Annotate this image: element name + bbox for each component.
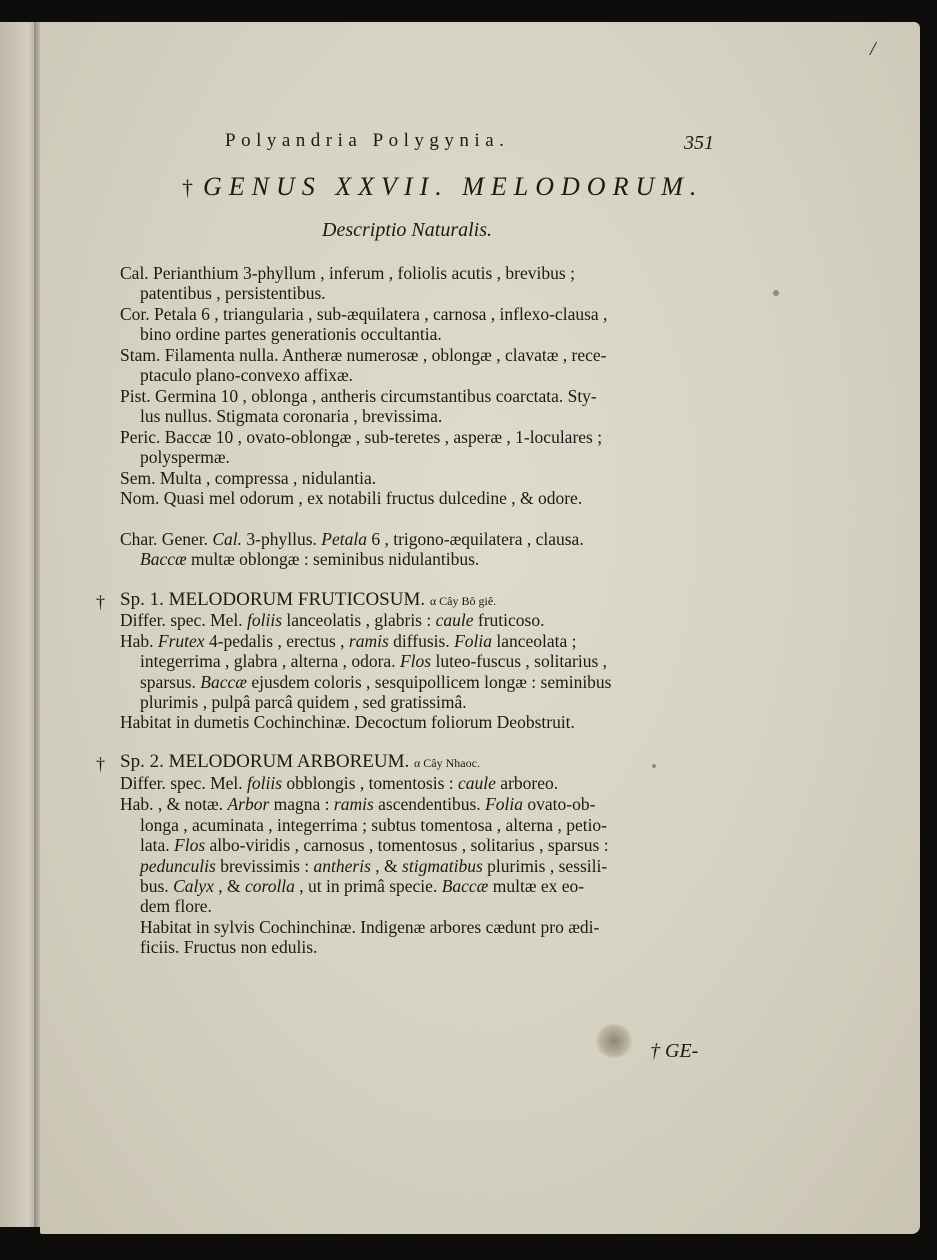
text-span: Cal. — [212, 529, 243, 549]
text-span: Baccæ — [200, 672, 247, 692]
text-span: Folia — [485, 794, 523, 814]
text-line — [120, 631, 577, 651]
text-span: Hab. — [120, 631, 154, 651]
text-span: Folia — [454, 631, 492, 651]
text-span: Differ. spec. Mel. — [120, 773, 243, 793]
text-line: ptaculo plano-convexo affixæ. — [140, 365, 354, 385]
text-span: plurimis , sessili- — [487, 856, 608, 876]
text-span: bus. — [140, 876, 169, 896]
text-span: 6 , trigono-æquilatera , clausa. — [371, 529, 584, 549]
text-span: , ut in primâ specie. — [299, 876, 438, 896]
text-line — [140, 835, 609, 855]
page-number: 351 — [684, 132, 714, 154]
genus-title: GENUS XXVII. MELODORUM. — [203, 172, 704, 201]
text-span: Arbor — [227, 794, 270, 814]
text-span: Differ. spec. Mel. — [120, 610, 243, 630]
text-line: Peric. Baccæ 10 , ovato-oblongæ , sub-teretes , asperæ , 1-loculares ; — [120, 427, 603, 447]
text-span: 3-phyllus. — [246, 529, 317, 549]
text-line — [120, 794, 595, 814]
text-line: Habitat in dumetis Cochinchinæ. Decoctum foliorum Deobstruit. — [120, 712, 575, 732]
text-line — [140, 651, 607, 671]
species-heading — [120, 752, 480, 773]
species-title: Sp. 2. MELODORUM ARBOREUM. — [120, 751, 410, 772]
text-span: lanceolata ; — [496, 631, 577, 651]
text-span: sparsus. — [140, 672, 196, 692]
text-span: lanceolatis , glabris : — [286, 610, 432, 630]
text-span: , & — [375, 856, 398, 876]
text-span: Flos — [174, 835, 206, 855]
text-line: patentibus , persistentibus. — [140, 283, 326, 303]
text-span: Calyx — [173, 876, 214, 896]
text-line: polyspermæ. — [140, 447, 230, 467]
text-span: brevissimis : — [220, 856, 310, 876]
section-subtitle: Descriptio Naturalis. — [322, 219, 493, 241]
corner-mark: / — [870, 38, 876, 60]
text-line: Stam. Filamenta nulla. Antheræ numerosæ , oblongæ , clavatæ , rece- — [120, 345, 607, 365]
character-line — [140, 549, 479, 569]
text-span: pedunculis — [140, 856, 216, 876]
text-span: ovato-ob- — [527, 794, 596, 814]
text-span: multæ ex eo- — [492, 876, 585, 896]
text-span: Char. Gener. — [120, 529, 208, 549]
text-line: Cor. Petala 6 , triangularia , sub-æquilatera , carnosa , inflexo-clausa , — [120, 304, 608, 324]
text-span: albo-viridis , carnosus , tomentosus , solitarius , sparsus : — [209, 835, 609, 855]
character-line — [120, 529, 584, 549]
text-span: Baccæ — [441, 876, 489, 896]
text-span: caule — [435, 610, 474, 630]
text-line: Habitat in sylvis Cochinchinæ. Indigenæ arbores cædunt pro ædi- — [140, 917, 600, 937]
species-title: Sp. 1. MELODORUM FRUTICOSUM. — [120, 589, 426, 610]
text-line — [140, 856, 607, 876]
text-span: arboreo. — [500, 773, 559, 793]
text-line: dem flore. — [140, 896, 212, 916]
text-span: integerrima , glabra , alterna , odora. — [140, 651, 396, 671]
text-span: luteo-fuscus , solitarius , — [435, 651, 608, 671]
text-line: bino ordine partes generationis occultantia. — [140, 324, 442, 344]
text-span: , & — [218, 876, 241, 896]
text-span: ascendentibus. — [378, 794, 481, 814]
running-head: Polyandria Polygynia. — [225, 130, 510, 151]
text-span: foliis — [247, 773, 283, 793]
text-span: Flos — [399, 651, 432, 671]
text-span: multæ oblongæ : seminibus nidulantibus. — [191, 549, 480, 569]
text-line: plurimis , pulpâ parcâ quidem , sed gratissimâ. — [140, 692, 467, 712]
text-span: ramis — [333, 794, 374, 814]
text-line: Sem. Multa , compressa , nidulantia. — [120, 468, 377, 488]
text-span: corolla — [245, 876, 295, 896]
genus-heading — [182, 172, 703, 202]
text-span: foliis — [247, 610, 283, 630]
text-span: 4-pedalis , erectus , — [208, 631, 345, 651]
dagger-mark: † — [96, 592, 105, 612]
paper-spot — [652, 764, 656, 768]
text-span: magna : — [273, 794, 330, 814]
text-span: obblongis , tomentosis : — [286, 773, 454, 793]
text-line: Pist. Germina 10 , oblonga , antheris circumstantibus coarctata. Sty- — [120, 386, 597, 406]
text-span: fruticoso. — [477, 610, 545, 630]
text-span: ramis — [348, 631, 389, 651]
text-line — [120, 773, 558, 793]
text-span: caule — [458, 773, 496, 793]
text-line — [120, 610, 544, 630]
text-line: Nom. Quasi mel odorum , ex notabili fructus dulcedine , & odore. — [120, 488, 583, 508]
text-line: ficiis. Fructus non edulis. — [140, 937, 318, 957]
dagger-mark: † — [96, 754, 105, 774]
catchword: † GE- — [650, 1040, 699, 1062]
paper-spot — [773, 290, 779, 296]
text-span: Hab. , & notæ. — [120, 794, 224, 814]
text-line — [140, 876, 584, 896]
species-heading — [120, 590, 496, 611]
text-line: Cal. Perianthium 3-phyllum , inferum , foliolis acutis , brevibus ; — [120, 263, 575, 283]
text-span: Baccæ — [140, 549, 187, 569]
text-span: stigmatibus — [402, 856, 483, 876]
text-span: lata. — [140, 835, 170, 855]
text-line: longa , acuminata , integerrima ; subtus tomentosa , alterna , petio- — [140, 815, 608, 835]
text-span: Petala — [321, 529, 367, 549]
text-span: ejusdem coloris , sesquipollicem longæ : seminibus — [251, 672, 612, 692]
text-line: lus nullus. Stigmata coronaria , brevissima. — [140, 406, 443, 426]
dagger-mark: † — [182, 175, 193, 200]
text-span: antheris — [313, 856, 371, 876]
text-line — [140, 672, 612, 692]
vernacular-name: α Cây Nhaoc. — [414, 756, 480, 770]
text-span: diffusis. — [393, 631, 450, 651]
text-span: Frutex — [157, 631, 205, 651]
vernacular-name: α Cây Bô giê. — [429, 594, 497, 608]
paper-stain — [595, 1024, 633, 1058]
